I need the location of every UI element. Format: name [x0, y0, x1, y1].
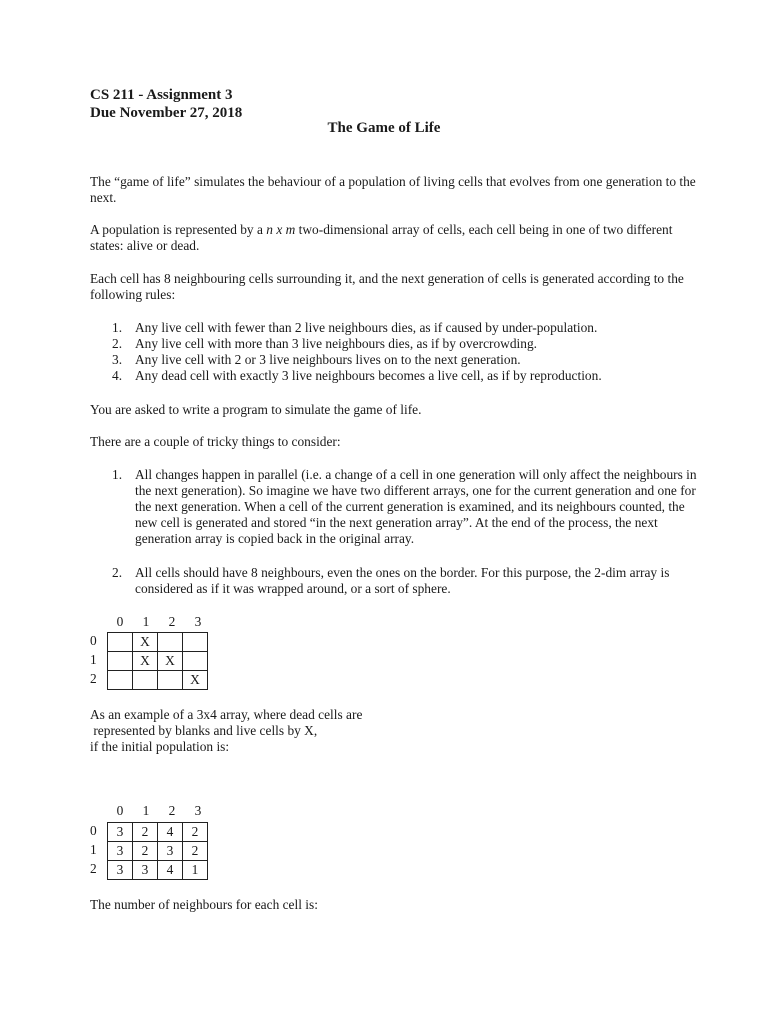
consideration-number: 2.	[112, 565, 123, 580]
population-paragraph	[90, 222, 700, 254]
table-row	[108, 861, 208, 880]
row-label: 2	[90, 861, 97, 876]
row-label: 2	[90, 671, 97, 686]
column-label: 2	[168, 614, 176, 629]
course-title: CS 211 - Assignment 3	[90, 87, 233, 103]
column-label: 0	[116, 803, 124, 818]
task-paragraph: You are asked to write a program to simulate the game of life.	[90, 402, 422, 417]
table-row	[108, 823, 208, 842]
tricky-paragraph: There are a couple of tricky things to consider:	[90, 434, 341, 449]
population-dimensions: n x m	[266, 222, 296, 237]
grid-cell	[108, 671, 133, 690]
due-date: Due November 27, 2018	[90, 105, 243, 121]
column-label: 1	[142, 614, 150, 629]
grid-cell: 3	[108, 861, 133, 880]
grid-cell: X	[133, 633, 158, 652]
rule-number: 1.	[112, 320, 123, 335]
neighbours-caption: The number of neighbours for each cell is:	[90, 897, 318, 912]
population-text-end: two-dimensional array of cells, each cell being in one of two different states: alive or dead.	[90, 222, 673, 253]
table-row	[108, 633, 208, 652]
document-title: The Game of Life	[327, 120, 441, 136]
grid-cell: 3	[158, 842, 183, 861]
column-label: 1	[142, 803, 150, 818]
rule-number: 3.	[112, 352, 123, 367]
grid-cell: X	[183, 671, 208, 690]
example-line: As an example of a 3x4 array, where dead cells are	[90, 707, 363, 722]
column-label: 2	[168, 803, 176, 818]
grid-cell: 1	[183, 861, 208, 880]
grid-cell: 2	[183, 842, 208, 861]
consideration-text: All cells should have 8 neighbours, even the ones on the border. For this purpose, the 2-dim array is considered as if it was wrapped around, or a sort of sphere.	[135, 565, 670, 596]
column-label: 3	[194, 614, 202, 629]
grid-cell	[133, 671, 158, 690]
grid-cell	[183, 652, 208, 671]
grid-cell: X	[158, 652, 183, 671]
intro-paragraph: The “game of life” simulates the behaviour of a population of living cells that evolves from one generation to the next.	[90, 174, 696, 205]
grid-cell: 4	[158, 823, 183, 842]
row-label: 1	[90, 652, 97, 667]
grid-cell	[158, 671, 183, 690]
grid-cell	[108, 652, 133, 671]
grid-cell: 3	[133, 861, 158, 880]
grid-cell: 4	[158, 861, 183, 880]
grid-cell	[183, 633, 208, 652]
grid-cell: 2	[133, 842, 158, 861]
consideration-text: All changes happen in parallel (i.e. a change of a cell in one generation will only affect the neighbours in the next generation). So imagine we have two different arrays, one for the current generation and one for the next generation. When a cell of the current generation is examined, and its neighbours counted, the new cell is generated and stored “in the next generation array”. At the end of the process, the next generation array is copied back in the original array.	[135, 467, 697, 546]
rule-text: Any live cell with more than 3 live neighbours dies, as if by overcrowding.	[135, 336, 538, 351]
rule-number: 2.	[112, 336, 123, 351]
rule-text: Any live cell with 2 or 3 live neighbours lives on to the next generation.	[135, 352, 521, 367]
population-text-start: A population is represented by a	[90, 222, 267, 237]
example-line: if the initial population is:	[90, 739, 230, 754]
population-table	[107, 632, 208, 690]
grid-cell: 2	[183, 823, 208, 842]
grid-cell: 3	[108, 823, 133, 842]
rule-number: 4.	[112, 368, 123, 383]
column-label: 3	[194, 803, 202, 818]
neighbour-count-table	[107, 822, 208, 880]
consideration-number: 1.	[112, 467, 123, 482]
row-label: 1	[90, 842, 97, 857]
table-row	[108, 671, 208, 690]
row-label: 0	[90, 633, 97, 648]
grid-cell: 2	[133, 823, 158, 842]
table-row	[108, 842, 208, 861]
table-row	[108, 652, 208, 671]
grid-cell	[158, 633, 183, 652]
neighbours-paragraph: Each cell has 8 neighbouring cells surrounding it, and the next generation of cells is generated according to the following rules:	[90, 271, 684, 302]
grid-cell: X	[133, 652, 158, 671]
grid-cell: 3	[108, 842, 133, 861]
rule-text: Any dead cell with exactly 3 live neighbours becomes a live cell, as if by reproduction.	[135, 368, 602, 383]
example-line: represented by blanks and live cells by X,	[90, 723, 318, 738]
rule-text: Any live cell with fewer than 2 live neighbours dies, as if caused by under-population.	[135, 320, 598, 335]
column-label: 0	[116, 614, 124, 629]
row-label: 0	[90, 823, 97, 838]
grid-cell	[108, 633, 133, 652]
